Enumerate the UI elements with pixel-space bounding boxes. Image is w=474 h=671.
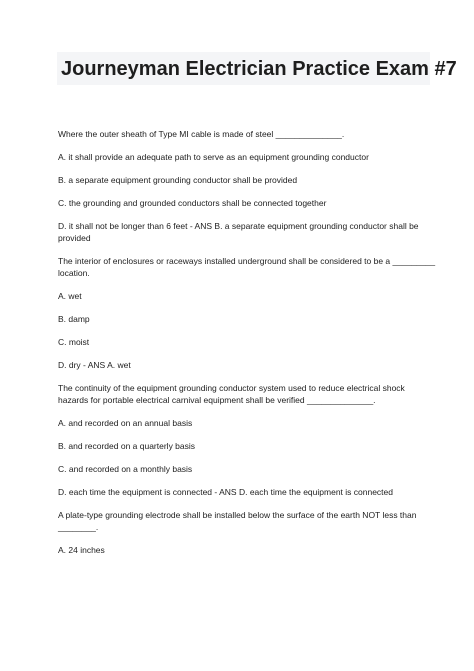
answer-option: A. wet — [58, 291, 82, 301]
answer-option-with-key: D. it shall not be longer than 6 feet - ANS B. a separate equipment grounding conductor shall be provided — [58, 221, 419, 243]
answer-option-with-key: D. dry - ANS A. wet — [58, 360, 131, 370]
question-text: The continuity of the equipment grounding conductor system used to reduce electrical shock hazards for portable electrical carnival equipment shall be verified ______________. — [58, 383, 405, 405]
answer-option: B. damp — [58, 314, 90, 324]
question-text: A plate-type grounding electrode shall be installed below the surface of the earth NOT less than ________. — [58, 510, 417, 532]
answer-option: C. and recorded on a monthly basis — [58, 464, 193, 474]
answer-option: A. and recorded on an annual basis — [58, 418, 193, 428]
answer-option: A. it shall provide an adequate path to serve as an equipment grounding conductor — [58, 152, 369, 162]
page-title: Journeyman Electrician Practice Exam #7 — [61, 58, 457, 80]
answer-option-with-key: D. each time the equipment is connected - ANS D. each time the equipment is connected — [58, 487, 393, 497]
question-text: The interior of enclosures or raceways installed underground shall be considered to be a _________ location. — [58, 256, 436, 278]
question-text: Where the outer sheath of Type MI cable is made of steel ______________. — [58, 129, 345, 139]
answer-option: A. 24 inches — [58, 545, 105, 555]
exam-content — [58, 128, 436, 556]
answer-option: C. the grounding and grounded conductors shall be connected together — [58, 198, 327, 208]
answer-option: B. and recorded on a quarterly basis — [58, 441, 196, 451]
answer-option: C. moist — [58, 337, 90, 347]
answer-option: B. a separate equipment grounding conductor shall be provided — [58, 175, 298, 185]
